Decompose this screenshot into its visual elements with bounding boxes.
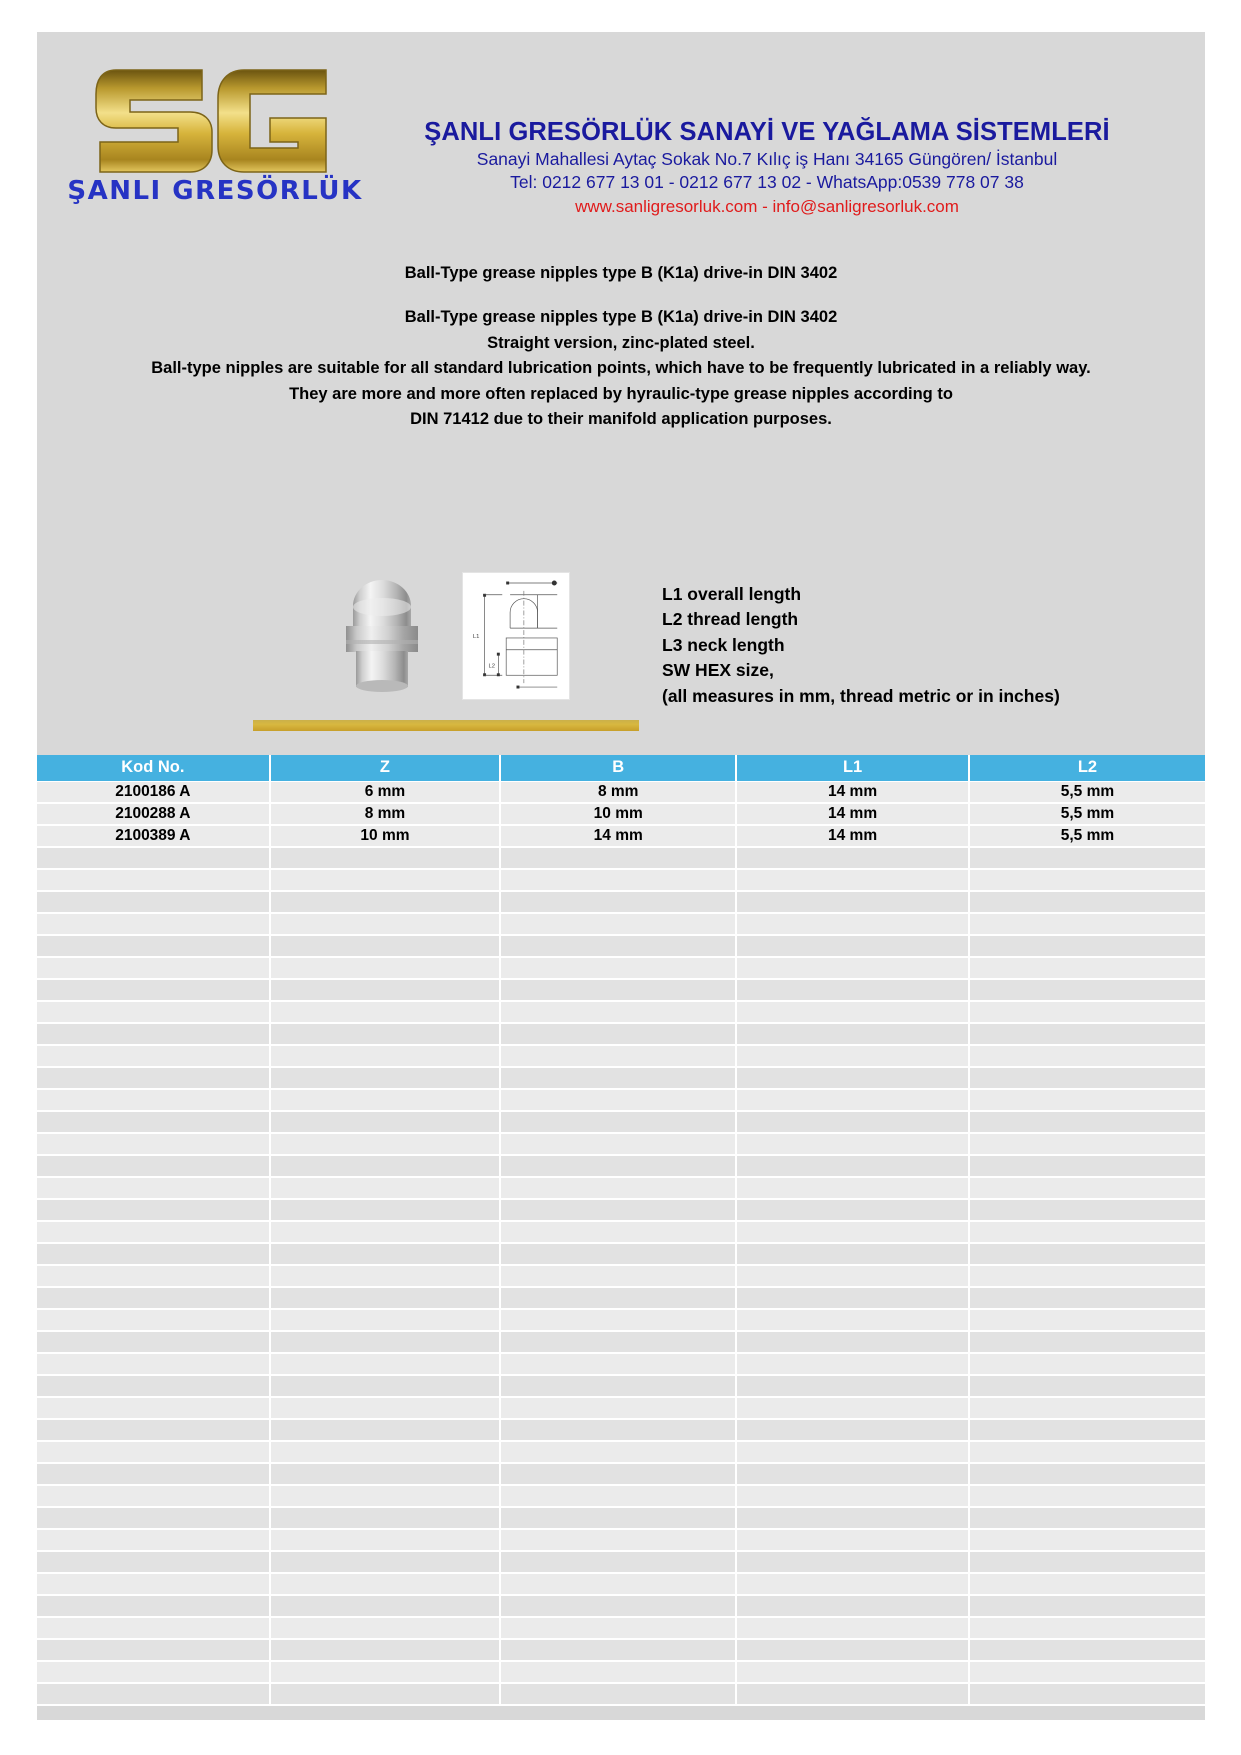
table-cell-empty — [736, 1001, 969, 1023]
table-row-empty — [37, 979, 1205, 1001]
table-cell-empty — [969, 1221, 1205, 1243]
table-cell-empty — [37, 1111, 270, 1133]
table-cell-empty — [736, 1397, 969, 1419]
table-row[interactable] — [37, 825, 1205, 847]
table-cell-empty — [969, 1089, 1205, 1111]
logo-wordmark: ŞANLI GRESÖRLÜK — [67, 176, 363, 206]
table-cell-empty — [270, 1133, 501, 1155]
dimension-drawing-icon — [463, 573, 569, 699]
table-cell-empty — [500, 1287, 736, 1309]
table-cell-empty — [270, 1463, 501, 1485]
table-cell-empty — [270, 1661, 501, 1683]
company-phones: Tel: 0212 677 13 01 - 0212 677 13 02 - WhatsApp:0539 778 07 38 — [510, 172, 1024, 193]
table-cell: 10 mm — [270, 825, 501, 847]
table-row-empty — [37, 1639, 1205, 1661]
table-cell-empty — [270, 869, 501, 891]
table-cell-empty — [37, 1309, 270, 1331]
table-cell-empty — [969, 1441, 1205, 1463]
legend-line-measures: (all measures in mm, thread metric or in inches) — [662, 685, 1060, 706]
table-row-empty — [37, 1111, 1205, 1133]
table-cell-empty — [969, 1287, 1205, 1309]
table-cell-empty — [270, 1441, 501, 1463]
spec-table-wrapper — [37, 755, 1205, 1706]
table-cell-empty — [500, 913, 736, 935]
table-cell-empty — [270, 891, 501, 913]
table-cell-empty — [270, 1265, 501, 1287]
table-cell-empty — [969, 1617, 1205, 1639]
spec-table — [37, 755, 1205, 1706]
table-cell-empty — [500, 1331, 736, 1353]
table-row-empty — [37, 1133, 1205, 1155]
table-cell-empty — [500, 1375, 736, 1397]
table-cell-empty — [270, 1243, 501, 1265]
table-cell: 5,5 mm — [969, 781, 1205, 803]
table-cell-empty — [500, 1595, 736, 1617]
table-cell-empty — [500, 1265, 736, 1287]
legend-line-l3: L3 neck length — [662, 634, 785, 655]
table-cell-empty — [736, 1419, 969, 1441]
company-identity — [367, 117, 1167, 219]
table-row-empty — [37, 1001, 1205, 1023]
table-cell-empty — [969, 913, 1205, 935]
table-cell-empty — [37, 1683, 270, 1705]
table-cell-empty — [736, 1155, 969, 1177]
table-cell-empty — [500, 1617, 736, 1639]
table-cell-empty — [969, 1155, 1205, 1177]
table-cell-empty — [270, 1067, 501, 1089]
product-description — [37, 264, 1205, 433]
table-cell-empty — [736, 1551, 969, 1573]
table-cell-empty — [969, 1573, 1205, 1595]
table-cell-empty — [969, 935, 1205, 957]
table-row-empty — [37, 1485, 1205, 1507]
table-cell-empty — [270, 979, 501, 1001]
table-cell-empty — [736, 1265, 969, 1287]
table-cell-empty — [736, 1309, 969, 1331]
table-cell-empty — [37, 1551, 270, 1573]
table-cell-empty — [736, 1199, 969, 1221]
table-cell-empty — [37, 1507, 270, 1529]
table-cell-empty — [270, 1353, 501, 1375]
table-cell-empty — [270, 1309, 501, 1331]
table-cell-empty — [37, 1287, 270, 1309]
table-cell-empty — [37, 979, 270, 1001]
table-cell-empty — [500, 1353, 736, 1375]
table-cell-empty — [37, 1529, 270, 1551]
table-cell-empty — [500, 869, 736, 891]
table-row-empty — [37, 1265, 1205, 1287]
table-row-empty — [37, 1067, 1205, 1089]
table-cell-empty — [500, 1089, 736, 1111]
table-cell-empty — [37, 1485, 270, 1507]
legend-line-l2: L2 thread length — [662, 609, 799, 630]
table-cell-empty — [37, 1331, 270, 1353]
page-header — [37, 32, 1205, 232]
table-cell-empty — [969, 1529, 1205, 1551]
table-cell-empty — [736, 1617, 969, 1639]
table-cell-empty — [736, 1331, 969, 1353]
table-cell-empty — [270, 1683, 501, 1705]
table-cell: 5,5 mm — [969, 803, 1205, 825]
table-cell-empty — [736, 1067, 969, 1089]
product-body-line-3: Ball-type nipples are suitable for all standard lubrication points, which have to be frequently lubricated in a reliably way. — [151, 359, 1091, 378]
table-cell-empty — [500, 1573, 736, 1595]
table-cell-empty — [969, 869, 1205, 891]
table-cell-empty — [969, 1133, 1205, 1155]
table-cell-empty — [37, 1133, 270, 1155]
table-row-empty — [37, 891, 1205, 913]
table-cell-empty — [500, 1067, 736, 1089]
table-row-empty — [37, 869, 1205, 891]
table-cell-empty — [270, 1221, 501, 1243]
table-cell-empty — [37, 1001, 270, 1023]
table-cell-empty — [500, 1397, 736, 1419]
table-cell-empty — [736, 1353, 969, 1375]
table-cell-empty — [37, 1199, 270, 1221]
table-cell-empty — [736, 1023, 969, 1045]
table-row-empty — [37, 1353, 1205, 1375]
table-cell: 8 mm — [270, 803, 501, 825]
table-cell-empty — [37, 1617, 270, 1639]
table-cell-empty — [37, 913, 270, 935]
table-row-empty — [37, 1243, 1205, 1265]
table-cell-empty — [37, 891, 270, 913]
table-row-empty — [37, 957, 1205, 979]
table-cell-empty — [736, 1661, 969, 1683]
column-header-kod-no[interactable]: Kod No. — [37, 755, 270, 781]
column-header-l2[interactable]: L2 — [969, 755, 1205, 781]
table-cell: 10 mm — [500, 803, 736, 825]
table-cell-empty — [270, 935, 501, 957]
table-cell: 2100288 A — [37, 803, 270, 825]
table-cell-empty — [969, 891, 1205, 913]
table-cell: 14 mm — [500, 825, 736, 847]
table-cell-empty — [736, 847, 969, 869]
table-cell-empty — [736, 1375, 969, 1397]
product-body-line-1: Ball-Type grease nipples type B (K1a) drive-in DIN 3402 — [404, 308, 838, 326]
table-cell-empty — [270, 1617, 501, 1639]
table-cell-empty — [500, 1529, 736, 1551]
table-cell-empty — [37, 1661, 270, 1683]
table-row-empty — [37, 1177, 1205, 1199]
table-cell-empty — [270, 1023, 501, 1045]
table-cell-empty — [969, 1177, 1205, 1199]
table-cell-empty — [500, 1111, 736, 1133]
table-cell-empty — [736, 1529, 969, 1551]
table-cell-empty — [500, 847, 736, 869]
table-cell-empty — [500, 1661, 736, 1683]
table-cell-empty — [37, 1639, 270, 1661]
table-cell-empty — [37, 1595, 270, 1617]
table-cell-empty — [736, 1639, 969, 1661]
table-cell-empty — [270, 1551, 501, 1573]
table-cell-empty — [270, 913, 501, 935]
table-cell-empty — [736, 1287, 969, 1309]
table-row-empty — [37, 847, 1205, 869]
table-cell-empty — [270, 1595, 501, 1617]
table-row-empty — [37, 1155, 1205, 1177]
table-cell-empty — [969, 1661, 1205, 1683]
table-cell-empty — [736, 1089, 969, 1111]
table-row-empty — [37, 935, 1205, 957]
table-cell-empty — [736, 1133, 969, 1155]
table-cell-empty — [969, 957, 1205, 979]
table-row-empty — [37, 1397, 1205, 1419]
table-row-empty — [37, 1221, 1205, 1243]
table-cell-empty — [37, 1441, 270, 1463]
table-cell-empty — [500, 1639, 736, 1661]
table-cell-empty — [37, 1243, 270, 1265]
table-cell-empty — [969, 1485, 1205, 1507]
table-row-empty — [37, 1309, 1205, 1331]
table-cell-empty — [270, 1397, 501, 1419]
table-cell-empty — [500, 935, 736, 957]
table-cell-empty — [969, 1683, 1205, 1705]
table-cell-empty — [270, 1089, 501, 1111]
figure-row — [37, 562, 1205, 742]
table-cell-empty — [736, 935, 969, 957]
table-row-empty — [37, 1507, 1205, 1529]
table-cell: 5,5 mm — [969, 825, 1205, 847]
table-cell-empty — [736, 1441, 969, 1463]
table-cell-empty — [736, 1045, 969, 1067]
table-header-row — [37, 755, 1205, 781]
table-cell-empty — [736, 1111, 969, 1133]
table-cell-empty — [270, 1287, 501, 1309]
table-row-empty — [37, 1419, 1205, 1441]
table-cell-empty — [270, 1639, 501, 1661]
table-cell-empty — [270, 1177, 501, 1199]
table-cell: 6 mm — [270, 781, 501, 803]
technical-drawing — [462, 572, 570, 700]
table-cell-empty — [37, 1463, 270, 1485]
table-cell-empty — [37, 1573, 270, 1595]
table-cell-empty — [270, 1419, 501, 1441]
table-cell-empty — [736, 1683, 969, 1705]
table-cell: 14 mm — [736, 803, 969, 825]
legend-line-l1: L1 overall length — [662, 584, 802, 604]
table-cell-empty — [736, 1485, 969, 1507]
table-cell-empty — [969, 1353, 1205, 1375]
table-cell-empty — [969, 1463, 1205, 1485]
table-cell-empty — [37, 1067, 270, 1089]
table-cell-empty — [37, 869, 270, 891]
table-cell-empty — [736, 891, 969, 913]
table-cell: 2100389 A — [37, 825, 270, 847]
table-cell-empty — [736, 1243, 969, 1265]
company-web-contact — [367, 195, 1167, 220]
table-cell-empty — [500, 1683, 736, 1705]
product-body-line-4: They are more and more often replaced by hyraulic-type grease nipples according to — [289, 384, 953, 403]
table-cell-empty — [270, 1507, 501, 1529]
table-row-empty — [37, 1683, 1205, 1705]
table-cell-empty — [37, 1221, 270, 1243]
table-cell-empty — [270, 957, 501, 979]
table-cell-empty — [969, 1111, 1205, 1133]
table-cell-empty — [37, 1023, 270, 1045]
table-cell-empty — [736, 1463, 969, 1485]
table-row-empty — [37, 1287, 1205, 1309]
table-cell-empty — [500, 1551, 736, 1573]
table-cell-empty — [500, 1419, 736, 1441]
table-cell-empty — [270, 1331, 501, 1353]
table-cell-empty — [500, 1177, 736, 1199]
table-cell-empty — [969, 1067, 1205, 1089]
company-logo — [65, 64, 365, 219]
table-row-empty — [37, 1573, 1205, 1595]
table-cell-empty — [736, 1595, 969, 1617]
table-cell-empty — [969, 1045, 1205, 1067]
table-cell-empty — [500, 957, 736, 979]
table-cell-empty — [969, 1309, 1205, 1331]
table-cell-empty — [969, 1199, 1205, 1221]
table-cell-empty — [969, 1419, 1205, 1441]
company-address: Sanayi Mahallesi Aytaç Sokak No.7 Kılıç iş Hanı 34165 Güngören/ İstanbul — [476, 148, 1058, 169]
dimension-legend — [662, 582, 1060, 709]
table-cell-empty — [969, 1595, 1205, 1617]
product-body-line-2: Straight version, zinc-plated steel. — [487, 333, 755, 352]
table-cell-empty — [37, 1089, 270, 1111]
table-cell-empty — [37, 1177, 270, 1199]
table-cell-empty — [500, 1463, 736, 1485]
table-cell-empty — [736, 1177, 969, 1199]
svg-text:L1: L1 — [472, 633, 480, 640]
table-cell-empty — [500, 1309, 736, 1331]
product-heading: Ball-Type grease nipples type B (K1a) drive-in DIN 3402 — [404, 264, 838, 282]
table-row-empty — [37, 1089, 1205, 1111]
table-cell: 8 mm — [500, 781, 736, 803]
table-cell-empty — [37, 957, 270, 979]
website-link[interactable]: www.sanligresorluk.com — [575, 196, 758, 216]
table-cell-empty — [969, 1507, 1205, 1529]
table-cell-empty — [969, 847, 1205, 869]
table-cell-empty — [969, 1397, 1205, 1419]
table-cell-empty — [270, 1155, 501, 1177]
table-cell-empty — [270, 1485, 501, 1507]
table-row-empty — [37, 913, 1205, 935]
table-cell-empty — [37, 1045, 270, 1067]
table-cell-empty — [37, 1265, 270, 1287]
sg-monogram-icon — [90, 64, 340, 174]
table-cell-empty — [500, 1199, 736, 1221]
column-header-b[interactable]: B — [500, 755, 736, 781]
table-cell-empty — [736, 1573, 969, 1595]
table-row-empty — [37, 1045, 1205, 1067]
table-cell-empty — [270, 1573, 501, 1595]
table-row-empty — [37, 1023, 1205, 1045]
table-cell: 14 mm — [736, 781, 969, 803]
table-cell: 14 mm — [736, 825, 969, 847]
table-cell-empty — [270, 1111, 501, 1133]
company-name: ŞANLI GRESÖRLÜK SANAYİ VE YAĞLAMA SİSTEMLERİ — [424, 118, 1110, 146]
table-cell-empty — [500, 1133, 736, 1155]
table-cell-empty — [500, 979, 736, 1001]
table-row-empty — [37, 1199, 1205, 1221]
column-header-z[interactable]: Z — [270, 755, 501, 781]
table-cell-empty — [736, 957, 969, 979]
table-body — [37, 781, 1205, 1705]
catalog-sheet — [37, 32, 1205, 1720]
table-cell-empty — [37, 1155, 270, 1177]
table-row-empty — [37, 1529, 1205, 1551]
table-cell-empty — [969, 1001, 1205, 1023]
table-cell-empty — [736, 1507, 969, 1529]
table-cell-empty — [969, 1023, 1205, 1045]
table-cell-empty — [270, 1375, 501, 1397]
table-row-empty — [37, 1463, 1205, 1485]
table-row-empty — [37, 1441, 1205, 1463]
table-cell-empty — [736, 913, 969, 935]
table-cell-empty — [969, 1331, 1205, 1353]
table-cell-empty — [270, 1199, 501, 1221]
grease-nipple-photo-icon — [327, 580, 437, 700]
table-row[interactable] — [37, 803, 1205, 825]
table-cell-empty — [736, 979, 969, 1001]
table-row-empty — [37, 1661, 1205, 1683]
table-cell-empty — [37, 1397, 270, 1419]
table-cell-empty — [500, 891, 736, 913]
table-cell-empty — [37, 1419, 270, 1441]
table-row-empty — [37, 1331, 1205, 1353]
legend-line-sw: SW HEX size, — [662, 660, 774, 681]
table-row-empty — [37, 1551, 1205, 1573]
web-separator: - — [757, 196, 773, 216]
table-cell-empty — [969, 1639, 1205, 1661]
table-cell-empty — [969, 1243, 1205, 1265]
table-cell-empty — [270, 1045, 501, 1067]
table-cell-empty — [969, 1551, 1205, 1573]
table-cell-empty — [500, 1485, 736, 1507]
table-cell-empty — [270, 847, 501, 869]
table-cell-empty — [500, 1243, 736, 1265]
table-cell-empty — [37, 935, 270, 957]
email-link[interactable]: info@sanligresorluk.com — [772, 196, 959, 216]
table-cell-empty — [37, 1353, 270, 1375]
table-cell-empty — [500, 1507, 736, 1529]
table-cell-empty — [270, 1001, 501, 1023]
column-header-l1[interactable]: L1 — [736, 755, 969, 781]
table-cell-empty — [969, 979, 1205, 1001]
table-cell-empty — [500, 1155, 736, 1177]
product-body-line-5: DIN 71412 due to their manifold application purposes. — [410, 410, 832, 429]
table-cell-empty — [969, 1265, 1205, 1287]
svg-text:L2: L2 — [488, 663, 496, 670]
table-cell-empty — [37, 847, 270, 869]
table-cell-empty — [500, 1045, 736, 1067]
gold-divider-bar — [253, 720, 639, 731]
table-cell-empty — [736, 869, 969, 891]
table-cell: 2100186 A — [37, 781, 270, 803]
table-cell-empty — [37, 1375, 270, 1397]
table-cell-empty — [500, 1221, 736, 1243]
table-cell-empty — [270, 1529, 501, 1551]
table-cell-empty — [500, 1441, 736, 1463]
table-row-empty — [37, 1375, 1205, 1397]
table-cell-empty — [500, 1023, 736, 1045]
table-row-empty — [37, 1595, 1205, 1617]
table-cell-empty — [969, 1375, 1205, 1397]
table-cell-empty — [500, 1001, 736, 1023]
table-row-empty — [37, 1617, 1205, 1639]
table-row[interactable] — [37, 781, 1205, 803]
table-cell-empty — [736, 1221, 969, 1243]
